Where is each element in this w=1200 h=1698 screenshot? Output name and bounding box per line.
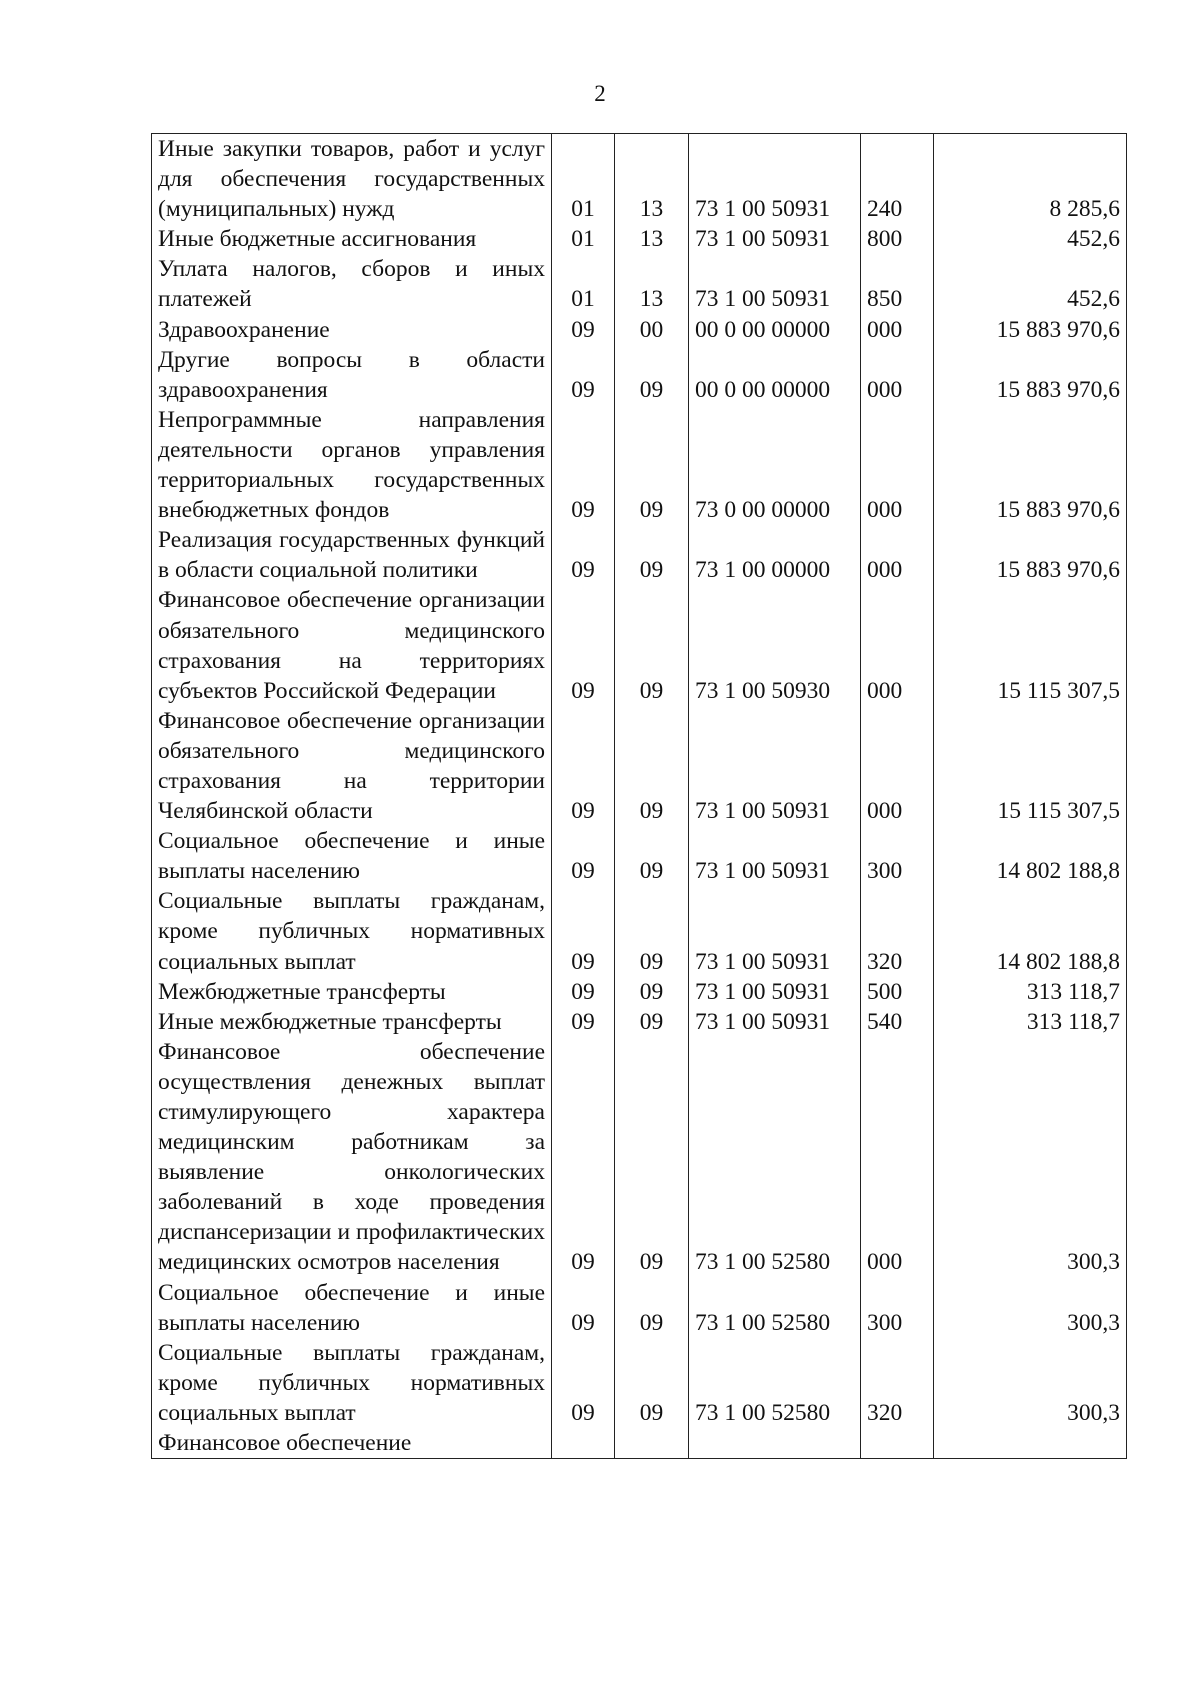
row-name: Социальные выплаты гражданам, кроме публичных нормативных социальных выплат	[152, 1338, 552, 1428]
row-subsection-code: 09	[615, 706, 689, 826]
row-name: Реализация государственных функций в области социальной политики	[152, 525, 552, 585]
row-section-code: 09	[552, 886, 615, 976]
row-target-article-code: 73 1 00 52580	[689, 1338, 861, 1428]
row-subsection-code: 09	[615, 1278, 689, 1338]
row-target-article-code: 00 0 00 00000	[689, 345, 861, 405]
table-row	[152, 1338, 1127, 1428]
row-expense-type-code: 000	[861, 706, 934, 826]
row-expense-type-code: 000	[861, 405, 934, 525]
row-name: Финансовое обеспечение организации обязательного медицинского страхования на территориях субъектов Российской Федерации	[152, 585, 552, 705]
row-subsection-code: 09	[615, 826, 689, 886]
row-name: Уплата налогов, сборов и иных платежей	[152, 254, 552, 314]
row-section-code: 09	[552, 315, 615, 345]
row-section-code: 09	[552, 345, 615, 405]
table-row	[152, 1278, 1127, 1338]
budget-table-body	[152, 134, 1127, 1459]
row-target-article-code	[689, 1428, 861, 1459]
table-row	[152, 886, 1127, 976]
row-expense-type-code: 000	[861, 525, 934, 585]
table-row	[152, 525, 1127, 585]
row-subsection-code: 09	[615, 345, 689, 405]
row-expense-type-code: 850	[861, 254, 934, 314]
row-subsection-code: 09	[615, 1037, 689, 1278]
row-amount: 300,3	[934, 1037, 1127, 1278]
row-subsection-code: 13	[615, 254, 689, 314]
page-number: 2	[594, 81, 606, 106]
row-expense-type-code: 300	[861, 1278, 934, 1338]
row-expense-type-code: 540	[861, 1007, 934, 1037]
row-amount: 300,3	[934, 1278, 1127, 1338]
row-subsection-code: 09	[615, 886, 689, 976]
row-expense-type-code: 500	[861, 977, 934, 1007]
row-expense-type-code: 320	[861, 1338, 934, 1428]
row-amount: 14 802 188,8	[934, 886, 1127, 976]
row-name: Финансовое обеспечение	[152, 1428, 552, 1459]
row-target-article-code: 73 1 00 50931	[689, 134, 861, 225]
row-section-code: 09	[552, 1338, 615, 1428]
table-row	[152, 134, 1127, 225]
row-section-code: 01	[552, 134, 615, 225]
row-name: Межбюджетные трансферты	[152, 977, 552, 1007]
row-amount: 452,6	[934, 224, 1127, 254]
row-name: Здравоохранение	[152, 315, 552, 345]
row-subsection-code: 13	[615, 224, 689, 254]
row-expense-type-code: 320	[861, 886, 934, 976]
table-row	[152, 706, 1127, 826]
row-section-code: 09	[552, 826, 615, 886]
row-target-article-code: 73 1 00 50931	[689, 1007, 861, 1037]
row-name: Социальное обеспечение и иные выплаты населению	[152, 826, 552, 886]
row-amount: 313 118,7	[934, 977, 1127, 1007]
row-name: Финансовое обеспечение организации обязательного медицинского страхования на территории Челябинской области	[152, 706, 552, 826]
row-section-code: 09	[552, 405, 615, 525]
table-row	[152, 826, 1127, 886]
row-expense-type-code	[861, 1428, 934, 1459]
row-name: Финансовое обеспечение осуществления денежных выплат стимулирующего характера медицинским работникам за выявление онкологических заболеваний в ходе проведения диспансеризации и профилактических медицинских осмотров населения	[152, 1037, 552, 1278]
row-target-article-code: 73 1 00 50931	[689, 254, 861, 314]
row-amount: 15 883 970,6	[934, 525, 1127, 585]
row-section-code: 09	[552, 525, 615, 585]
row-expense-type-code: 000	[861, 1037, 934, 1278]
row-section-code: 09	[552, 585, 615, 705]
row-expense-type-code: 240	[861, 134, 934, 225]
row-target-article-code: 73 1 00 50931	[689, 977, 861, 1007]
row-subsection-code: 09	[615, 525, 689, 585]
row-expense-type-code: 300	[861, 826, 934, 886]
row-amount: 15 883 970,6	[934, 405, 1127, 525]
row-target-article-code: 73 1 00 50931	[689, 826, 861, 886]
row-amount: 313 118,7	[934, 1007, 1127, 1037]
row-amount: 15 115 307,5	[934, 585, 1127, 705]
row-amount	[934, 1428, 1127, 1459]
table-row	[152, 977, 1127, 1007]
row-amount: 8 285,6	[934, 134, 1127, 225]
row-subsection-code: 00	[615, 315, 689, 345]
row-section-code: 09	[552, 706, 615, 826]
row-expense-type-code: 000	[861, 345, 934, 405]
row-target-article-code: 73 1 00 50931	[689, 224, 861, 254]
row-expense-type-code: 800	[861, 224, 934, 254]
row-section-code: 09	[552, 1037, 615, 1278]
row-target-article-code: 73 1 00 00000	[689, 525, 861, 585]
table-row	[152, 585, 1127, 705]
table-row	[152, 224, 1127, 254]
table-row	[152, 315, 1127, 345]
row-section-code: 09	[552, 1007, 615, 1037]
row-name: Социальное обеспечение и иные выплаты населению	[152, 1278, 552, 1338]
table-row	[152, 1007, 1127, 1037]
table-row	[152, 405, 1127, 525]
row-subsection-code	[615, 1428, 689, 1459]
row-subsection-code: 09	[615, 977, 689, 1007]
row-section-code: 09	[552, 977, 615, 1007]
row-name: Непрограммные направления деятельности органов управления территориальных государственных внебюджетных фондов	[152, 405, 552, 525]
row-amount: 452,6	[934, 254, 1127, 314]
row-target-article-code: 73 1 00 50930	[689, 585, 861, 705]
row-name: Иные межбюджетные трансферты	[152, 1007, 552, 1037]
row-target-article-code: 73 0 00 00000	[689, 405, 861, 525]
row-target-article-code: 73 1 00 50931	[689, 706, 861, 826]
row-subsection-code: 09	[615, 585, 689, 705]
table-row	[152, 254, 1127, 314]
table-row	[152, 345, 1127, 405]
row-name: Иные бюджетные ассигнования	[152, 224, 552, 254]
row-name: Социальные выплаты гражданам, кроме публичных нормативных социальных выплат	[152, 886, 552, 976]
row-amount: 15 883 970,6	[934, 345, 1127, 405]
table-row	[152, 1428, 1127, 1459]
row-target-article-code: 73 1 00 52580	[689, 1278, 861, 1338]
row-amount: 300,3	[934, 1338, 1127, 1428]
row-expense-type-code: 000	[861, 585, 934, 705]
row-subsection-code: 09	[615, 1007, 689, 1037]
row-target-article-code: 73 1 00 50931	[689, 886, 861, 976]
row-amount: 14 802 188,8	[934, 826, 1127, 886]
row-subsection-code: 13	[615, 134, 689, 225]
budget-table	[151, 133, 1127, 1459]
row-section-code: 09	[552, 1278, 615, 1338]
row-amount: 15 883 970,6	[934, 315, 1127, 345]
row-amount: 15 115 307,5	[934, 706, 1127, 826]
row-subsection-code: 09	[615, 1338, 689, 1428]
row-subsection-code: 09	[615, 405, 689, 525]
row-section-code	[552, 1428, 615, 1459]
row-name: Иные закупки товаров, работ и услуг для обеспечения государственных (муниципальных) нужд	[152, 134, 552, 225]
row-name: Другие вопросы в области здравоохранения	[152, 345, 552, 405]
table-row	[152, 1037, 1127, 1278]
row-expense-type-code: 000	[861, 315, 934, 345]
row-target-article-code: 73 1 00 52580	[689, 1037, 861, 1278]
row-section-code: 01	[552, 254, 615, 314]
row-target-article-code: 00 0 00 00000	[689, 315, 861, 345]
row-section-code: 01	[552, 224, 615, 254]
